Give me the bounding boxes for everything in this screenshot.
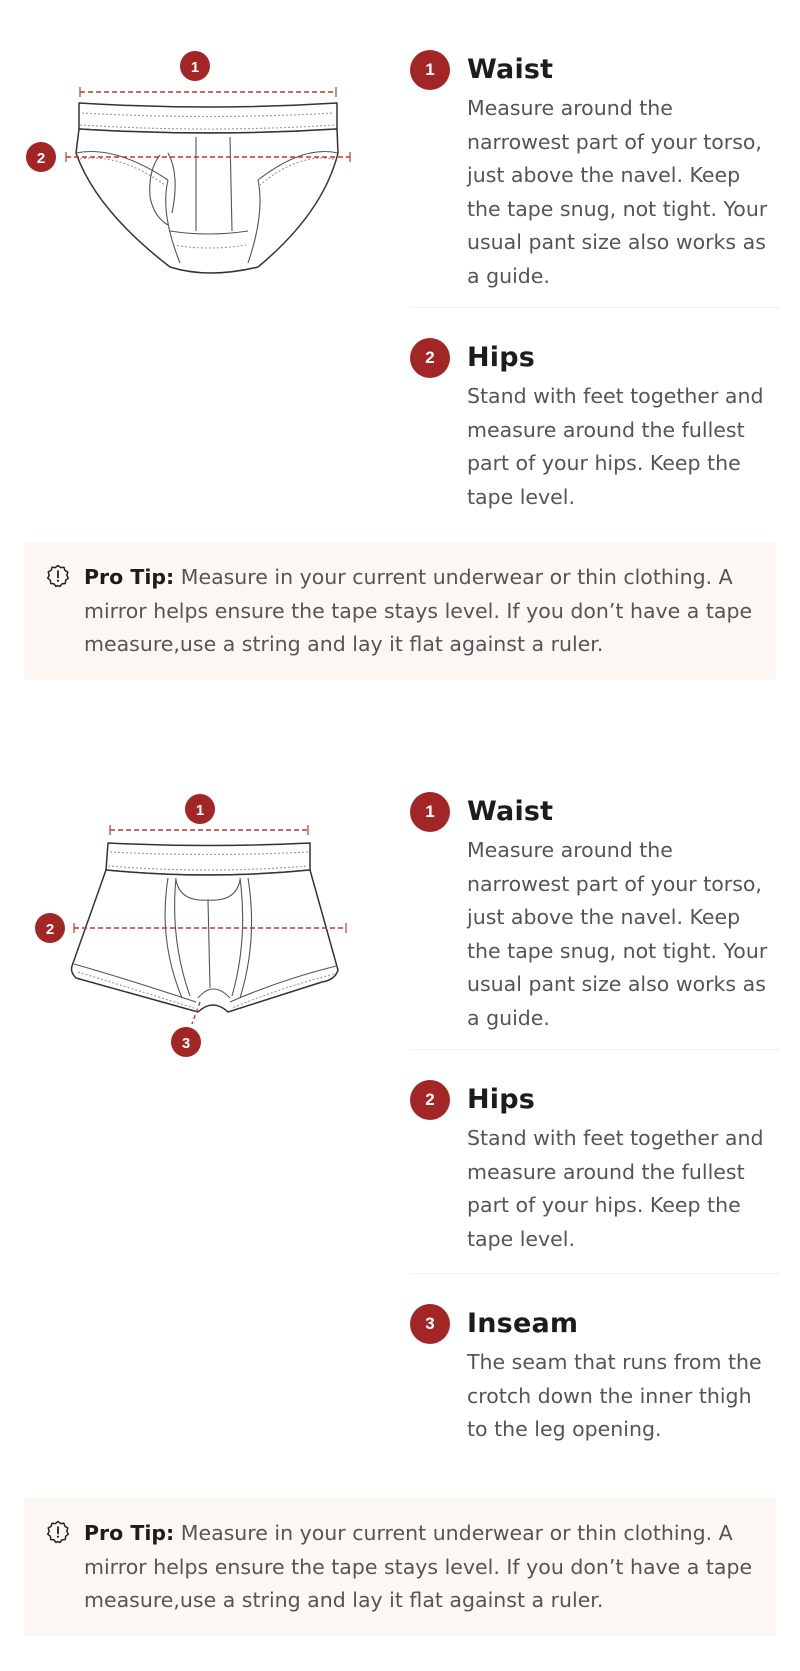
step-title: Hips (467, 1084, 536, 1115)
svg-text:1: 1 (195, 802, 205, 819)
alert-badge-icon (46, 564, 70, 592)
step-number-badge: 1 (410, 792, 450, 832)
step-hips (410, 338, 780, 514)
step-title: Inseam (467, 1308, 579, 1339)
step-inseam (410, 1304, 780, 1447)
step-number-badge: 2 (410, 338, 450, 378)
svg-text:2: 2 (36, 150, 46, 167)
step-description: Stand with feet together and measure around the fullest part of your hips. Keep the tape level. (467, 1126, 764, 1251)
trunks-illustration (30, 740, 360, 1080)
pro-tip-label: Pro Tip: (84, 565, 175, 589)
pro-tip-body: Measure in your current underwear or thin clothing. A mirror helps ensure the tape stays level. If you don’t have a tape measure,use a string and lay it flat against a ruler. (84, 1521, 753, 1612)
pro-tip-text (84, 1517, 754, 1618)
svg-text:3: 3 (181, 1035, 191, 1052)
step-waist (410, 50, 780, 308)
alert-badge-icon (46, 1520, 70, 1548)
svg-text:1: 1 (190, 59, 200, 76)
trunks-marker-3 (171, 1027, 201, 1057)
step-title: Waist (467, 796, 554, 827)
pro-tip-box (24, 542, 776, 680)
step-number-badge: 3 (410, 1304, 450, 1344)
pro-tip-body: Measure in your current underwear or thin clothing. A mirror helps ensure the tape stays level. If you don’t have a tape measure,use a string and lay it flat against a ruler. (84, 565, 753, 656)
pro-tip-text (84, 561, 754, 662)
svg-text:2: 2 (45, 921, 55, 938)
briefs-marker-2 (26, 142, 56, 172)
trunks-marker-2 (35, 913, 65, 943)
trunks-marker-1 (185, 794, 215, 824)
briefs-marker-1 (180, 51, 210, 81)
measurement-steps (410, 792, 780, 1447)
step-waist (410, 792, 780, 1050)
pro-tip-label: Pro Tip: (84, 1521, 175, 1545)
step-description: The seam that runs from the crotch down the inner thigh to the leg opening. (467, 1350, 762, 1441)
step-number-badge: 2 (410, 1080, 450, 1120)
briefs-illustration (20, 45, 360, 275)
step-number-badge: 1 (410, 50, 450, 90)
step-description: Measure around the narrowest part of your torso, just above the navel. Keep the tape snug, not tight. Your usual pant size also works as a guide. (467, 838, 768, 1030)
step-hips (410, 1080, 780, 1274)
step-description: Measure around the narrowest part of your torso, just above the navel. Keep the tape snug, not tight. Your usual pant size also works as a guide. (467, 96, 768, 288)
measurement-steps (410, 50, 780, 514)
step-title: Waist (467, 54, 554, 85)
step-description: Stand with feet together and measure around the fullest part of your hips. Keep the tape level. (467, 384, 764, 509)
step-title: Hips (467, 342, 536, 373)
pro-tip-box (24, 1498, 776, 1636)
